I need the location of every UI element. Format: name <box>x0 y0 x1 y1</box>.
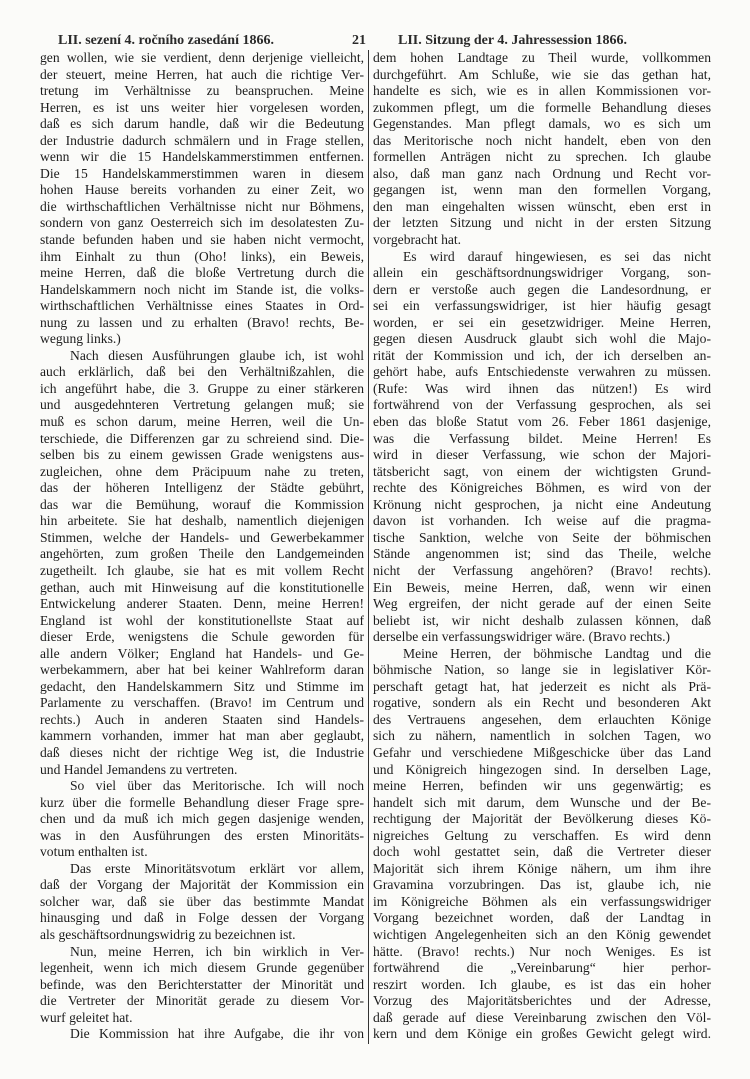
left-column <box>40 50 364 1043</box>
text-line: formellen Anträgen nicht zu sprechen. Ich glaube <box>373 149 711 165</box>
paragraph <box>40 348 364 778</box>
text-line: ihm Einhalt zu thun (Oho! links), ein Beweis, <box>40 248 364 264</box>
text-line: allein ein geschäftsordnungswidriger Vorgang, son- <box>373 265 711 281</box>
text-line: vorgebracht hat. <box>373 232 462 248</box>
text-line: hin arbeitete. Sie hat deshalb, namentlich diejenigen <box>40 513 364 529</box>
text-line: gegangen ist, wenn man den formellen Vorgang, <box>373 182 711 198</box>
text-line: Gegenstandes. Man pflegt damals, wo es sich um <box>373 116 711 132</box>
text-line: selben bis zu einem gewissen Grade wenigstens aus- <box>40 447 364 463</box>
text-line: der Industrie dadurch schmälern und in Frage stellen, <box>40 132 364 148</box>
text-line: nicht der Verfassung angehören? (Bravo! rechts). <box>373 562 711 578</box>
header-czech-title: LII. sezení 4. ročního zasedání 1866. <box>58 33 274 48</box>
text-line: England ist wohl der konstitutionellste Staat auf <box>40 612 364 628</box>
text-line: gethan, auch mit Hinweisung auf die konstitutionelle <box>40 579 364 595</box>
text-line: Stimmen, welche der Handels- und Gewerbekammer <box>40 529 364 545</box>
text-line: tätsbericht sagt, von einem der wichtigsten Grund- <box>373 463 711 479</box>
text-line: kurz über die formelle Behandlung dieser Frage spre- <box>40 794 364 810</box>
header-german-title: LII. Sitzung der 4. Jahressession 1866. <box>398 33 627 48</box>
text-line: kern und dem Könige ein großes Gewicht gelegt wird. <box>373 1026 711 1042</box>
text-line: fortwährend von der Verfassung gesprochen, als sei <box>373 397 711 413</box>
text-line: fortwährend die „Vereinbarung“ hier perhor- <box>373 960 711 976</box>
text-line: als geschäftsordnungswidrig zu bezeichnen ist. <box>40 926 296 942</box>
text-line: der letzten Sitzung und nicht in der ersten Sitzung <box>373 215 711 231</box>
text-line: Meine Herren, der böhmische Landtag und die <box>403 645 711 661</box>
text-line: muß es schon darum, meine Herren, weil die Un- <box>40 414 364 430</box>
text-line: worden, er sei ein gesetzwidriger. Meine Herren, <box>373 314 711 330</box>
text-line: das war die Bemühung, worauf die Kommission <box>40 496 364 512</box>
text-line: tretung im Verhältnisse zu beanspruchen. Meine <box>40 83 364 99</box>
text-line: Handelskammern noch nicht im Stande ist, die volks- <box>40 281 364 297</box>
text-line: solcher war, daß sie über das bestimmte Mandat <box>40 893 364 909</box>
text-line: dieser Erde, wenigstens die Schule geworden für <box>40 629 364 645</box>
text-line: perschaft getagt hat, hat jederzeit es nicht als Prä- <box>373 678 711 694</box>
text-line: Stände angenommen ist; sind das Theile, welche <box>373 546 711 562</box>
text-line: Ein Beweis, meine Herren, daß, wenn wir einen <box>373 579 711 595</box>
text-line: Herren, es ist uns weiter hier vorgelesen worden, <box>40 99 364 115</box>
text-line: Entwickelung anderer Staaten. Denn, meine Herren! <box>40 596 364 612</box>
text-line: davon ist vorhanden. Ich weise auf die pragma- <box>373 513 711 529</box>
column-divider <box>368 50 369 1044</box>
right-column <box>373 50 711 1043</box>
text-line: terschiede, die Differenzen gar zu schreiend sind. Die- <box>40 430 364 446</box>
page-number: 21 <box>352 33 366 48</box>
text-line: hätte. (Bravo! rechts.) Nur noch Weniges. Es ist <box>373 943 711 959</box>
text-line: Majorität sich ihrem Könige nähern, um ihm ihre <box>373 860 711 876</box>
text-line: alle andern Völker; England hat Handels- und Ge- <box>40 645 364 661</box>
text-line: derselbe ein verfassungswidriger wäre. (Bravo rechts.) <box>373 629 671 645</box>
text-line: befinde, was den Berichterstatter der Minorität und <box>40 976 364 992</box>
text-line: zukommen pflegt, um die formelle Behandlung dieses <box>373 99 711 115</box>
text-line: zugleichen, ohne dem Präcipuum nahe zu treten, <box>40 463 364 479</box>
text-line: das Meritorische noch nicht handelt, eben von den <box>373 132 711 148</box>
text-line: nung zu lassen und zu erhalten (Bravo! rechts, Be- <box>40 314 364 330</box>
text-line: wirthschaftlichen Verhältnisse eines Staates in Ord- <box>40 298 364 314</box>
text-line: auch erklärlich, daß bei den Verhältnißzahlen, die <box>40 364 364 380</box>
text-line: (Rufe: Was wird ihnen das nützen!) Es wird <box>373 380 711 396</box>
text-line: wenn wir die 15 Handelskammerstimmen entfernen. <box>40 149 364 165</box>
text-line: Weg ergreifen, der nicht gerade auf der einen Seite <box>373 596 711 612</box>
text-line: handelte es sich, wie es in allen Kommissionen vor- <box>373 83 711 99</box>
text-line: So viel über das Meritorische. Ich will noch <box>70 778 364 794</box>
text-line: sich zu nähern, namentlich in solchen Tagen, wo <box>373 728 711 744</box>
text-line: gegen diesen Ausdruck glaubt sich wohl die Majo- <box>373 331 711 347</box>
text-line: und Handel Jemandens zu vertreten. <box>40 761 238 777</box>
text-line: chen und da muß ich mich gegen dasjenige wenden, <box>40 811 364 827</box>
text-line: hohen Hause bereits vorhanden zu einer Zeit, wo <box>40 182 364 198</box>
paragraph <box>40 944 364 1027</box>
text-line: Gefahr und verschiedene Mißgeschicke über das Land <box>373 744 711 760</box>
text-line: Parlamente zu verschaffen. (Bravo! im Centrum und <box>40 695 364 711</box>
text-line: handelt sich mit darum, dem Wunsche und der Be- <box>373 794 711 810</box>
text-line: und ausgedehnteren Vertretung gelangen muß; sie <box>40 397 364 413</box>
text-line: ich angeführt habe, die 3. Gruppe zu einer stärkeren <box>40 380 364 396</box>
text-line: meine Herren, befinden wir uns gegenwärtig; es <box>373 778 711 794</box>
text-line: daß es sich darum handle, daß wir die Bedeutung <box>40 116 364 132</box>
text-line: stande befunden haben und sie haben nicht vermocht, <box>40 232 364 248</box>
text-line: daß dieses nicht der richtige Weg ist, die Industrie <box>40 744 364 760</box>
text-line: wurf geleitet hat. <box>40 1009 133 1025</box>
paragraph <box>373 646 711 1043</box>
text-line: das der höheren Intelligenz der Städte gebührt, <box>40 480 364 496</box>
text-line: nigreiches Geltung zu verschaffen. Es wird denn <box>373 827 711 843</box>
paragraph <box>40 778 364 861</box>
text-line: wegung links.) <box>40 331 121 347</box>
text-line: legenheit, wenn ich mich diesem Grunde gegenüber <box>40 960 364 976</box>
text-line: hinausging und daß in Folge dessen der Vorgang <box>40 910 364 926</box>
paragraph <box>373 50 711 249</box>
text-line: daß gerade auf diese Vereinbarung zwischen den Völ- <box>373 1009 711 1025</box>
text-line: wichtigen Angelegenheiten sich an den König gewendet <box>373 926 711 942</box>
text-line: Das erste Minoritätsvotum erklärt vor allem, <box>70 860 364 876</box>
text-line: gehört habe, aufs Entschiedenste verwahren zu müssen. <box>373 364 711 380</box>
text-line: im Königreiche Böhmen als ein verfassungswidriger <box>373 893 711 909</box>
text-line: Gravamina vorzubringen. Das ist, glaube ich, nie <box>373 877 711 893</box>
text-line: des Vertrauens angesehen, dem erlauchten Könige <box>373 711 711 727</box>
text-line: die Vertreter der Minorität gerade zu diesem Vor- <box>40 993 364 1009</box>
text-line: Nach diesen Ausführungen glaube ich, ist wohl <box>70 347 364 363</box>
text-line: doch wohl gestattet sein, daß die Vertreter dieser <box>373 844 711 860</box>
text-line: und Königreich hingezogen sind. In derselben Lage, <box>373 761 711 777</box>
text-line: gedacht, den Handelskammern Sitz und Stimme im <box>40 678 364 694</box>
text-line: beliebt ist, wir nicht deshalb zulassen können, daß <box>373 612 711 628</box>
text-line: kammern vorhanden, immer hat man aber geglaubt, <box>40 728 364 744</box>
text-line: Die Kommission hat ihre Aufgabe, die ihr von <box>70 1026 364 1042</box>
text-line: böhmische Nation, so lange sie in legislativer Kör- <box>373 662 711 678</box>
text-line: wird in dieser Verfassung, wie schon der Majori- <box>373 447 711 463</box>
text-line: rität der Kommission und ich, der ich derselben an- <box>373 347 711 363</box>
text-line: rechts.) Auch in anderen Staaten sind Handels- <box>40 711 364 727</box>
text-line: Es wird darauf hingewiesen, es sei das nicht <box>403 248 711 264</box>
text-line: eben das bloße Statut vom 26. Feber 1861 dasjenige, <box>373 414 711 430</box>
text-line: dern er verstoße auch gegen die Landesordnung, er <box>373 281 711 297</box>
text-line: werbekammern, aber hat bei keiner Wahlreform daran <box>40 662 364 678</box>
text-line: sondern von ganz Oesterreich sich im desolatesten Zu- <box>40 215 364 231</box>
text-line: Vorzug des Majoritätsberichtes und der Adresse, <box>373 993 711 1009</box>
text-line: Die 15 Handelskammerstimmen waren in diesem <box>40 165 364 181</box>
text-line: gen wollen, wie sie verdient, denn derjenige vielleicht, <box>40 50 364 65</box>
text-line: was in den Ausführungen des ersten Minoritäts- <box>40 827 364 843</box>
text-line: durchgeführt. Am Schluße, wie sie das gethan hat, <box>373 66 711 82</box>
text-line: der steuert, meine Herren, hat auch die richtige Ver- <box>40 66 364 82</box>
text-line: die wirthschaftlichen Verhältnisse nicht nur Böhmens, <box>40 198 364 214</box>
text-line: angehörten, zum großen Theile den Landgemeinden <box>40 546 364 562</box>
text-line: sei ein verfassungswidriger, ist hier häufig gesagt <box>373 298 711 314</box>
text-line: also, daß man ganz nach Ordnung und Recht vor- <box>373 165 711 181</box>
text-line: rechte des Königreiches Böhmen, es wird von der <box>373 480 711 496</box>
text-line: Krönung nicht gesprochen, ja nicht eine Andeutung <box>373 496 711 512</box>
text-line: rogative, sondern als ein Recht und besonderen Akt <box>373 695 711 711</box>
text-line: was die Verfassung bildet. Meine Herren! Es <box>373 430 711 446</box>
text-line: zugetheilt. Ich glaube, sie hat es mit vollem Recht <box>40 562 364 578</box>
text-line: den man eingehalten wissen wünscht, eben erst in <box>373 198 711 214</box>
text-line: votum enthalten ist. <box>40 844 148 860</box>
text-line: tische Sanktion, welche von Seite der böhmischen <box>373 529 711 545</box>
paragraph <box>40 50 364 348</box>
text-line: meine Herren, daß die bloße Vertretung durch die <box>40 265 364 281</box>
text-line: dem hohen Landtage zu Theil wurde, vollkommen <box>373 50 711 65</box>
paragraph <box>373 249 711 646</box>
paragraph <box>40 1026 364 1043</box>
text-line: Nun, meine Herren, ich bin wirklich in Ver- <box>70 943 364 959</box>
text-line: Vorgang bezeichnet worden, daß der Landtag in <box>373 910 711 926</box>
text-line: rechtigung der Majorität der Bevölkerung dieses Kö- <box>373 811 711 827</box>
paragraph <box>40 861 364 944</box>
text-line: daß der Vorgang der Majorität der Kommission ein <box>40 877 364 893</box>
text-line: reszirt worden. Ich glaube, es ist das ein hoher <box>373 976 711 992</box>
